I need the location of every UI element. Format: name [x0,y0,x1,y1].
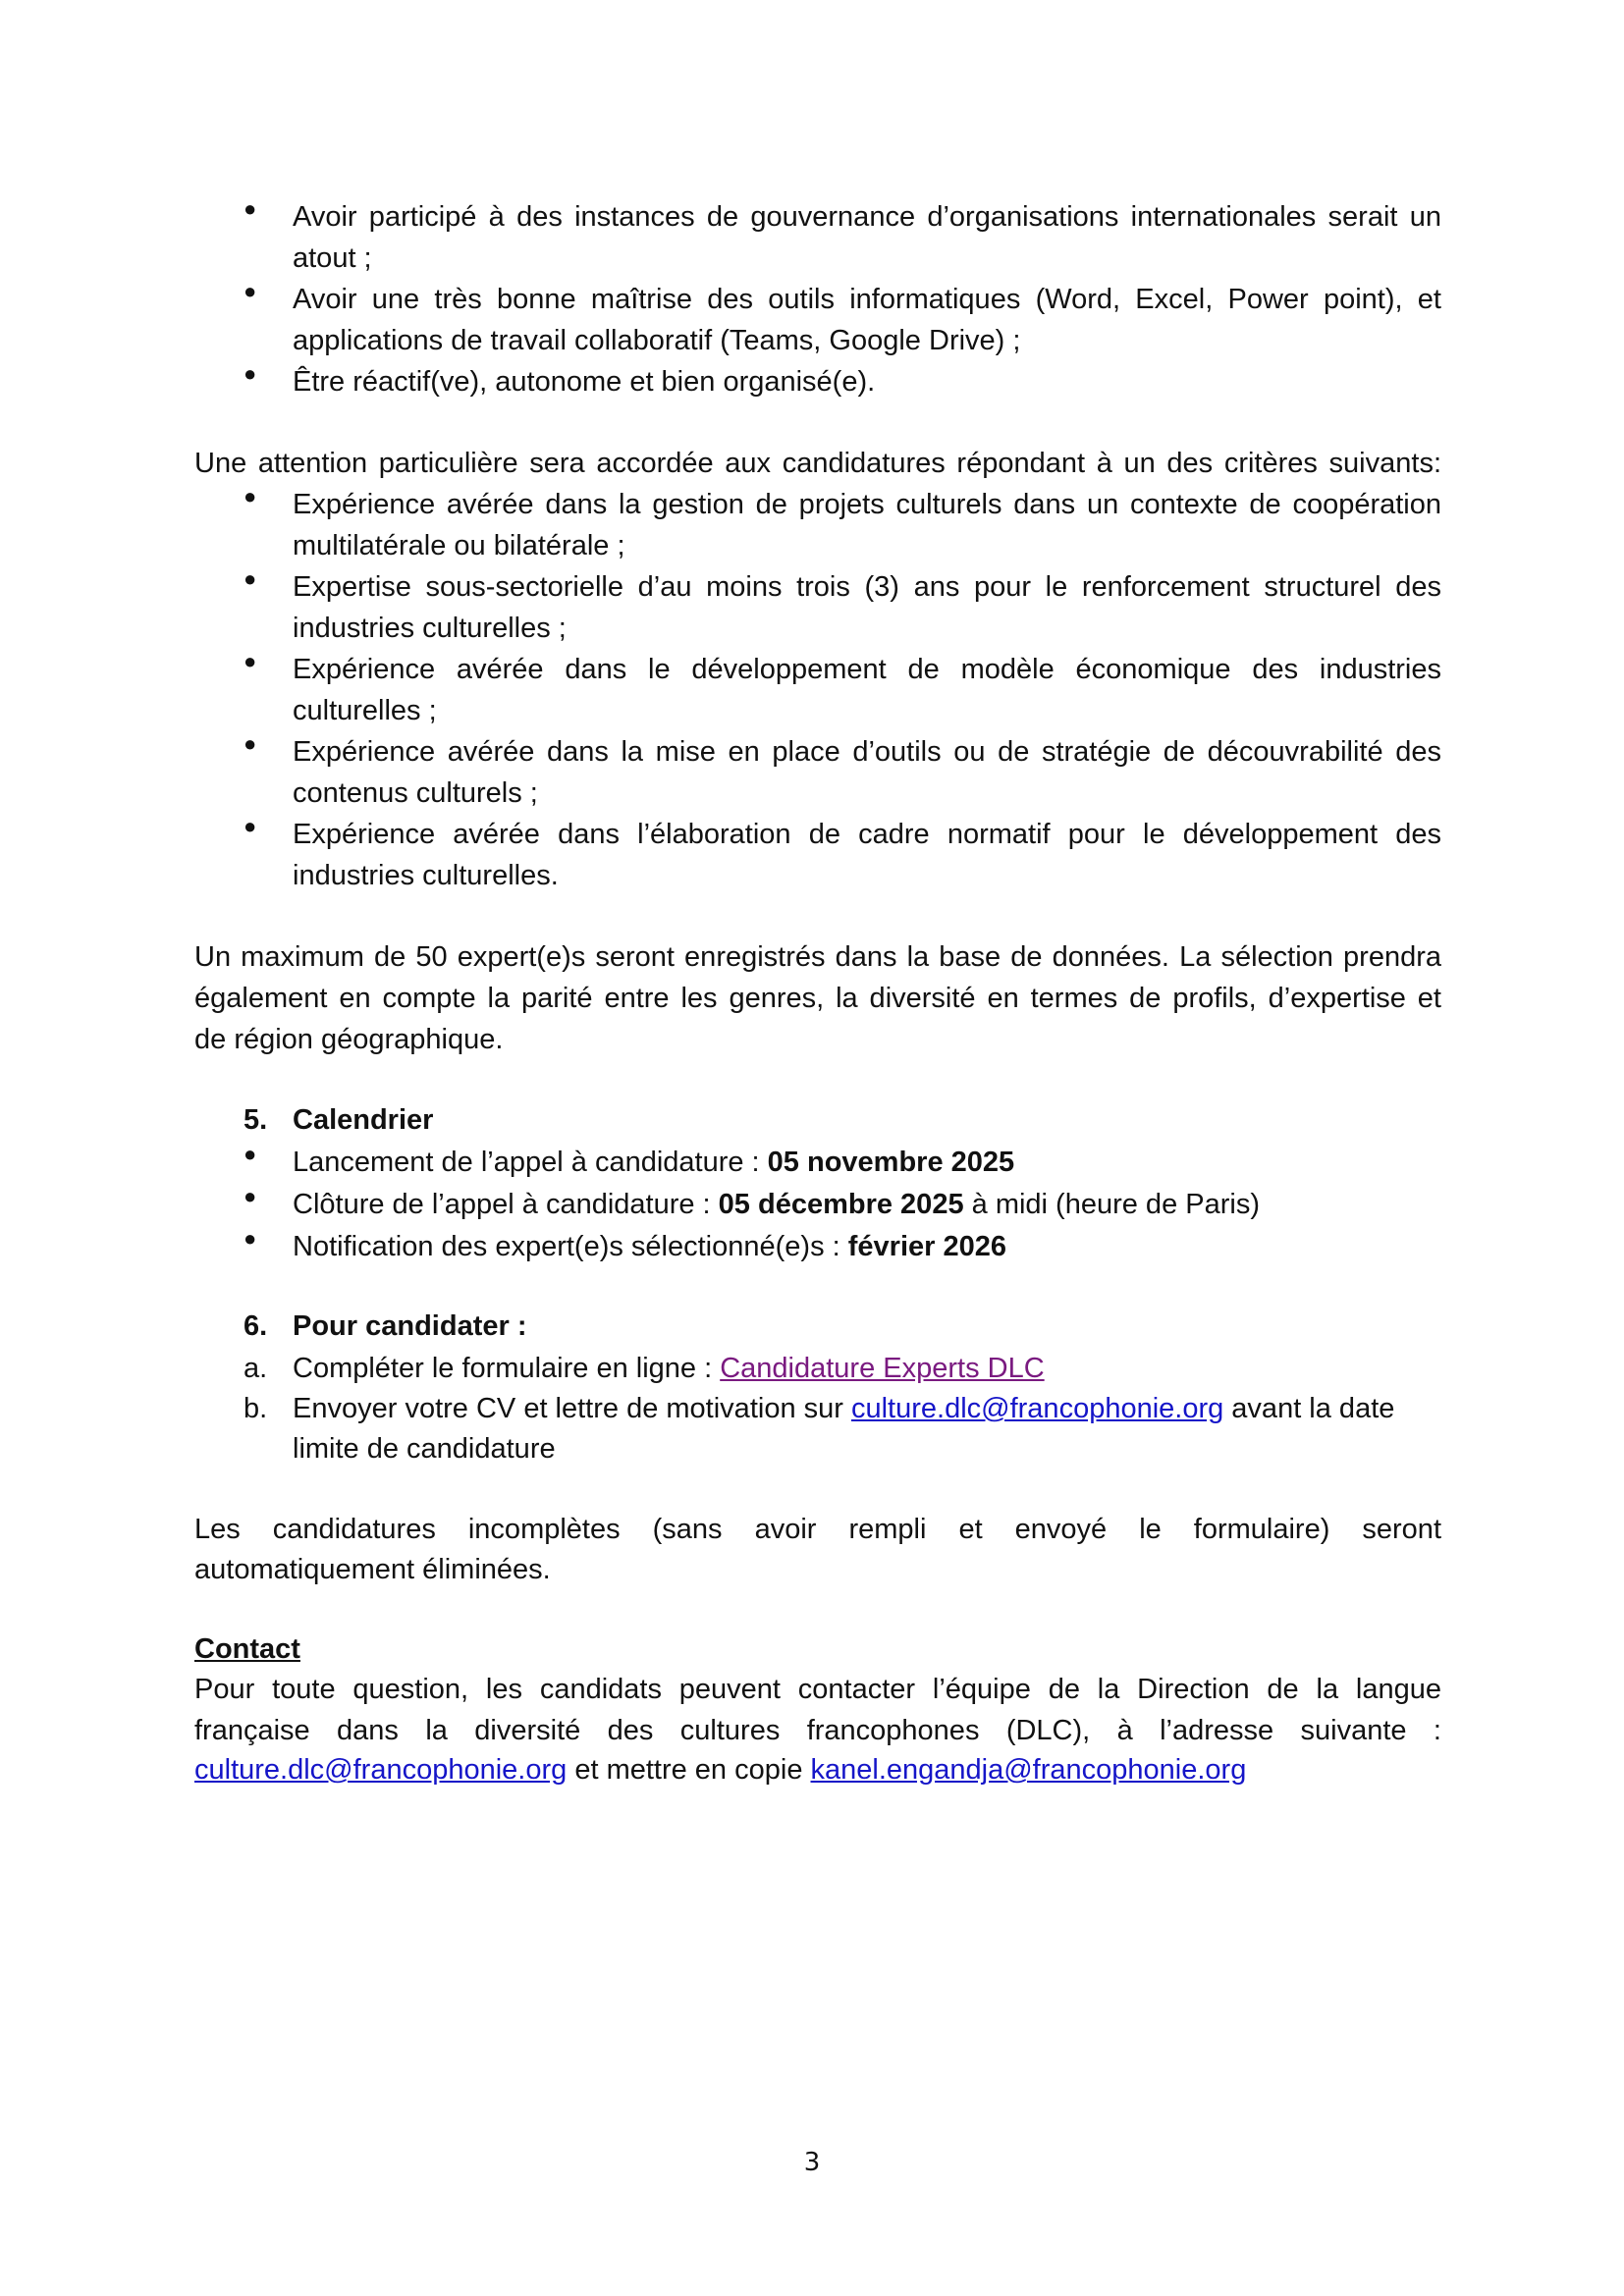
bullet-icon: ● [244,814,257,838]
bullet-icon: ● [244,649,257,673]
criteria-item [194,649,1441,690]
calendar-label: Clôture de l’appel à candidature : [293,1189,719,1220]
contact-heading: Contact [194,1633,300,1665]
incomplete-notice: automatiquement éliminées. [194,1554,551,1585]
section-heading-calendar [194,1099,1441,1141]
section-title: Calendrier [293,1104,434,1136]
criteria-text: industries culturelles ; [293,613,567,644]
step-text: Compléter le formulaire en ligne : [293,1353,721,1384]
bullet-icon: ● [244,566,257,591]
calendar-item [194,1226,1441,1267]
criteria-text: industries culturelles. [293,860,559,891]
criteria-text: Expérience avérée dans la gestion de projets culturels dans un contexte de coopération [293,489,1441,520]
criteria-item [194,484,1441,525]
email-link-culture-dlc[interactable]: culture.dlc@francophonie.org [194,1754,568,1786]
list-item-text: Avoir participé à des instances de gouvernance d’organisations internationales serait un [293,201,1441,233]
selection-paragraph: Un maximum de 50 expert(e)s seront enregistrés dans la base de données. La sélection prendra [194,941,1441,973]
bullet-icon: ● [244,1184,257,1208]
step-text: Envoyer votre CV et lettre de motivation sur [293,1393,851,1424]
criteria-text: Expérience avérée dans le développement de modèle économique des industries [293,654,1441,685]
selection-paragraph: également en compte la parité entre les genres, la diversité en termes de profils, d’expertise et [194,983,1441,1014]
section-number: 5. [244,1104,268,1136]
calendar-date: 05 novembre 2025 [767,1147,1015,1178]
page-number: 3 [803,2148,821,2177]
calendar-date: 05 décembre 2025 [718,1189,964,1220]
apply-step-b [194,1388,1441,1429]
criteria-text: culturelles ; [293,695,437,726]
selection-paragraph: de région géographique. [194,1024,504,1055]
list-item-text: atout ; [293,242,372,274]
criteria-text: contenus culturels ; [293,777,538,809]
list-item-text: applications de travail collaboratif (Teams, Google Drive) ; [293,325,1021,356]
criteria-text: Expérience avérée dans la mise en place d’outils ou de stratégie de découvrabilité des [293,736,1441,768]
list-item [194,196,1441,238]
calendar-item [194,1142,1441,1183]
list-item-text: Avoir une très bonne maîtrise des outils informatiques (Word, Excel, Power point), et [293,284,1441,315]
step-text: limite de candidature [293,1433,556,1465]
calendar-suffix: à midi (heure de Paris) [963,1189,1260,1220]
bullet-icon: ● [244,361,257,386]
bullet-icon: ● [244,731,257,756]
criteria-item [194,731,1441,773]
bullet-icon: ● [244,1142,257,1166]
contact-text: française dans la diversité des cultures francophones (DLC), à l’adresse suivante : [194,1715,1441,1746]
email-link-kanel-engandja[interactable]: kanel.engandja@francophonie.org [810,1754,1247,1786]
list-item-text: Être réactif(ve), autonome et bien organisé(e). [293,366,876,398]
contact-text: Pour toute question, les candidats peuvent contacter l’équipe de la Direction de la langue [194,1674,1441,1705]
email-link-culture-dlc[interactable]: culture.dlc@francophonie.org [850,1393,1224,1424]
calendar-label: Lancement de l’appel à candidature : [293,1147,768,1178]
incomplete-notice: Les candidatures incomplètes (sans avoir rempli et envoyé le formulaire) seront [194,1514,1441,1545]
section-number: 6. [244,1310,268,1342]
section-heading-apply [194,1306,1441,1347]
step-marker: b. [244,1393,268,1424]
section-title: Pour candidater : [293,1310,527,1342]
calendar-label: Notification des expert(e)s sélectionné(e)s : [293,1231,848,1262]
apply-step-a [194,1348,1441,1389]
bullet-icon: ● [244,279,257,303]
list-item [194,361,1441,402]
step-text: avant la date [1223,1393,1395,1424]
criteria-item [194,566,1441,608]
criteria-text: multilatérale ou bilatérale ; [293,530,625,561]
criteria-text: Expertise sous-sectorielle d’au moins trois (3) ans pour le renforcement structurel des [293,571,1441,603]
contact-text: et mettre en copie [567,1754,811,1786]
bullet-icon: ● [244,1226,257,1251]
application-form-link[interactable]: Candidature Experts DLC [720,1353,1045,1384]
criteria-intro: Une attention particulière sera accordée aux candidatures répondant à un des critères suivants: [194,448,1441,479]
calendar-item [194,1184,1441,1225]
criteria-item [194,814,1441,855]
bullet-icon: ● [244,484,257,508]
list-item [194,279,1441,320]
calendar-date: février 2026 [847,1231,1007,1262]
step-marker: a. [244,1353,268,1384]
criteria-text: Expérience avérée dans l’élaboration de cadre normatif pour le développement des [293,819,1441,850]
bullet-icon: ● [244,196,257,221]
